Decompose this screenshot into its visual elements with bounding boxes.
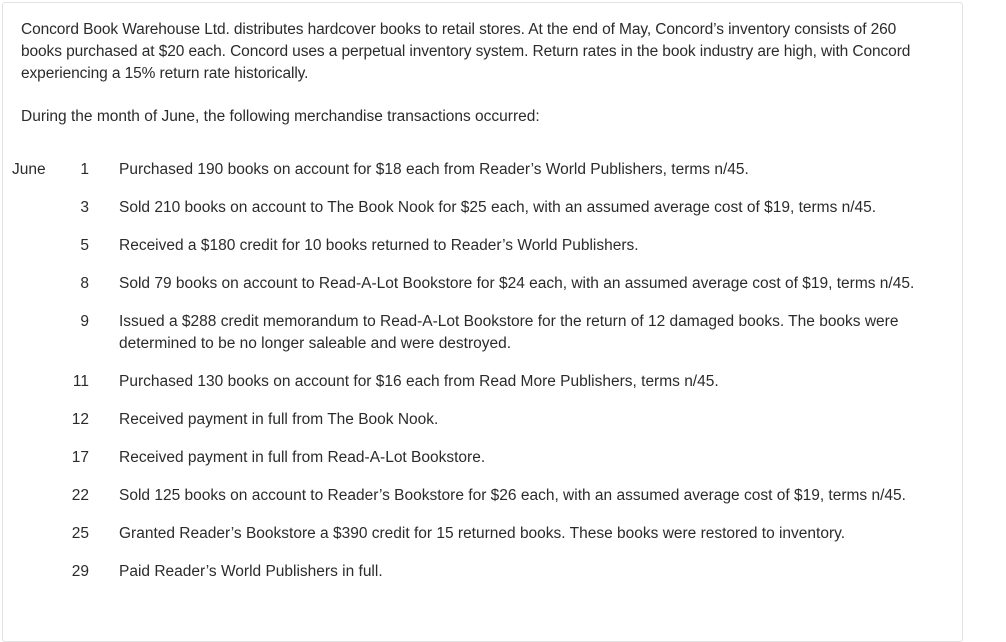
transaction-day: 3 <box>80 199 89 216</box>
table-row <box>12 235 919 273</box>
table-row <box>12 371 919 409</box>
intro-paragraph: Concord Book Warehouse Ltd. distributes hardcover books to retail stores. At the end of May, Concord’s inventory consists of 260 books purchased at $20 each. Concord uses a perpetual inventory system. Return rates in the book industry are high, with Concord experiencing a 15% return rate historically. <box>21 21 911 82</box>
transaction-day: 5 <box>80 237 89 254</box>
table-row <box>12 561 919 599</box>
month-label: June <box>12 161 46 178</box>
transaction-description: Purchased 130 books on account for $16 each from Read More Publishers, terms n/45. <box>119 373 719 390</box>
transaction-description: Sold 79 books on account to Read-A-Lot Bookstore for $24 each, with an assumed average cost of $19, terms n/45. <box>119 275 915 292</box>
transaction-day: 11 <box>72 373 89 390</box>
transaction-day: 1 <box>80 161 89 178</box>
question-panel <box>2 2 963 642</box>
transaction-day: 17 <box>71 449 89 466</box>
transaction-description: Paid Reader’s World Publishers in full. <box>119 563 383 580</box>
transaction-description: Purchased 190 books on account for $18 each from Reader’s World Publishers, terms n/45. <box>119 161 749 178</box>
transaction-description: Granted Reader’s Bookstore a $390 credit for 15 returned books. These books were restored to inventory. <box>119 525 846 542</box>
table-row <box>12 273 919 311</box>
transaction-day: 12 <box>71 411 89 428</box>
transaction-day: 22 <box>71 487 89 504</box>
transaction-description: Received payment in full from The Book Nook. <box>119 411 439 428</box>
transaction-day: 29 <box>71 563 89 580</box>
table-row <box>12 311 919 371</box>
transaction-description: Sold 210 books on account to The Book Nook for $25 each, with an assumed average cost of $19, terms n/45. <box>119 199 877 216</box>
table-row <box>12 409 919 447</box>
transaction-day: 25 <box>71 525 89 542</box>
transaction-description: Received a $180 credit for 10 books returned to Reader’s World Publishers. <box>119 237 639 254</box>
transaction-day: 9 <box>80 313 89 330</box>
transactions-lead: During the month of June, the following merchandise transactions occurred: <box>21 108 540 125</box>
table-row <box>12 159 919 197</box>
transaction-description: Received payment in full from Read-A-Lot Bookstore. <box>119 449 486 466</box>
table-row <box>12 485 919 523</box>
table-row <box>12 523 919 561</box>
question-content <box>21 19 941 128</box>
table-row <box>12 197 919 235</box>
table-row <box>12 447 919 485</box>
transaction-description: Sold 125 books on account to Reader’s Bookstore for $26 each, with an assumed average cost of $19, terms n/45. <box>119 487 906 504</box>
transactions-table <box>12 159 919 599</box>
transaction-description: Issued a $288 credit memorandum to Read-A-Lot Bookstore for the return of 12 damaged books. The books were determined to be no longer saleable and were destroyed. <box>119 313 899 352</box>
transaction-day: 8 <box>80 275 89 292</box>
